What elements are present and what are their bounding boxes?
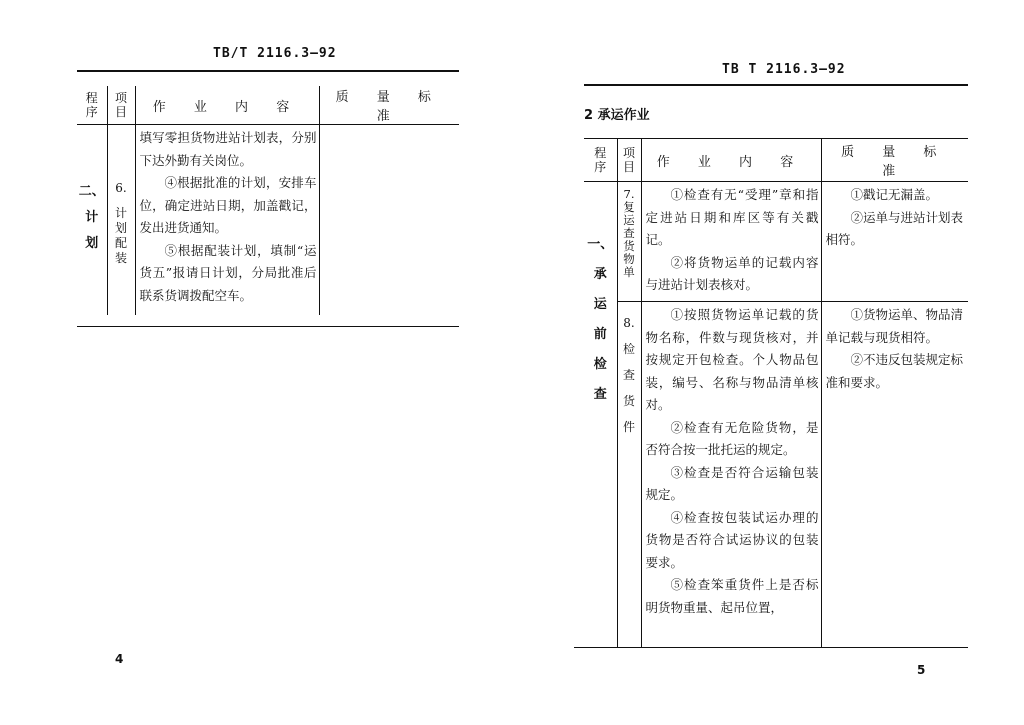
table-bottom-rule — [77, 326, 459, 327]
content-paragraph: ①检查有无“受理”章和指定进站日期和库区等有关戳记。 — [645, 187, 819, 247]
item-cell: 7. 复 运 查 货 物 单 — [617, 182, 641, 302]
content-paragraph: 填写零担货物进站计划表，分别下达外勤有关岗位。 — [139, 130, 317, 168]
right-page — [512, 0, 1024, 725]
content-paragraph: ⑤根据配装计划，填制“运货五”报请日计划，分局批准后联系货调拨配空车。 — [139, 242, 317, 303]
work-table — [584, 139, 968, 648]
table-row — [584, 182, 968, 302]
standard-column-header: 质 量 标 准 — [319, 86, 459, 125]
header-rule — [584, 84, 968, 86]
section-title: 2 承运作业 — [584, 108, 650, 123]
content-paragraph: ④检查按包装试运办理的货物是否符合试运协议的包装要求。 — [645, 509, 819, 570]
content-cell — [641, 302, 821, 648]
table-header-row — [584, 139, 968, 182]
standard-column-header: 质 量 标 准 — [821, 139, 968, 182]
page-number: 5 — [917, 663, 926, 677]
table-row — [77, 125, 459, 315]
item-column-header: 项 目 — [107, 86, 135, 125]
content-paragraph: ①按照货物运单记载的货物名称，件数与现货核对，并按规定开包检查。个人物品包装，编号、名称与物品清单核对。 — [645, 307, 819, 412]
content-paragraph: ④根据批准的计划，安排车位，确定进站日期，加盖戳记，发出进货通知。 — [139, 175, 317, 235]
item-column-header: 项 目 — [617, 139, 641, 182]
item-cell: 8. 检 查 货 件 — [617, 302, 641, 648]
header-rule — [77, 70, 459, 72]
table-bottom-rule — [574, 647, 968, 648]
standard-paragraph: ①货物运单、物品清单记载与现货相符。 — [825, 307, 964, 345]
standard-header: TB T 2116.3—92 — [722, 62, 846, 77]
standard-header: TB/T 2116.3—92 — [213, 46, 337, 61]
procedure-cell: 一、 承 运 前 检 查 — [584, 182, 617, 648]
content-paragraph: ②检查有无危险货物，是否符合按一批托运的规定。 — [645, 419, 819, 457]
standard-paragraph: ①戳记无漏盖。 — [850, 187, 939, 202]
table-header-row — [77, 86, 459, 125]
procedure-cell: 二、 计 划 — [77, 125, 107, 315]
standard-paragraph: ②不违反包装规定标准和要求。 — [825, 352, 964, 390]
content-paragraph: ②将货物运单的记载内容与进站计划表核对。 — [645, 254, 819, 292]
work-table — [77, 86, 459, 315]
content-paragraph: ③检查是否符合运输包装规定。 — [645, 464, 819, 502]
procedure-column-header: 程 序 — [584, 139, 617, 182]
standard-paragraph: ②运单与进站计划表相符。 — [825, 209, 964, 247]
item-cell: 6. 计 划 配 装 — [107, 125, 135, 315]
standard-cell — [319, 125, 459, 315]
content-cell — [641, 182, 821, 302]
standard-cell — [821, 302, 968, 648]
standard-cell — [821, 182, 968, 302]
content-column-header: 作 业 内 容 — [135, 86, 319, 125]
content-paragraph: ⑤检查笨重货件上是否标明货物重量、起吊位置， — [645, 577, 819, 615]
content-cell — [135, 125, 319, 315]
content-column-header: 作 业 内 容 — [641, 139, 821, 182]
procedure-column-header: 程 序 — [77, 86, 107, 125]
page-number: 4 — [115, 652, 124, 666]
table-row — [584, 302, 968, 648]
